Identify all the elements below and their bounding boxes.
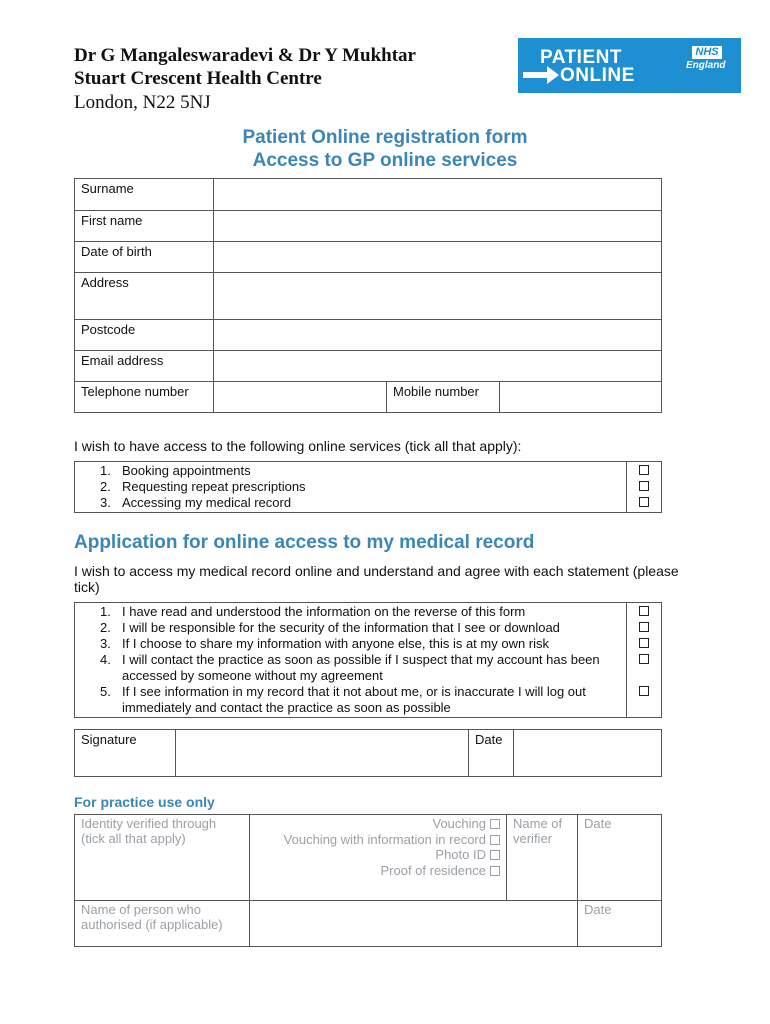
option-photo-id[interactable]: Photo ID [256,847,500,863]
practice-use-heading: For practice use only [74,794,215,810]
statements-list [75,604,626,716]
telephone-field[interactable] [214,382,387,413]
signature-date-field[interactable] [514,730,662,777]
list-item: 2. I will be responsible for the security of the information that I see or download [100,620,560,635]
nhs-badge: NHS [692,46,722,59]
checkbox-icon[interactable] [490,866,500,876]
checkbox-prescriptions[interactable] [639,481,649,491]
signature-label: Signature [75,730,176,777]
mobile-field[interactable] [500,382,662,413]
patient-online-logo [518,38,741,93]
list-item: 2. Requesting repeat prescriptions [100,479,306,494]
email-label: Email address [75,351,214,382]
list-item: 3. If I choose to share my information with anyone else, this is at my own risk [100,636,550,651]
checkbox-statement-3[interactable] [639,638,649,648]
identity-label: Identity verified through (tick all that apply) [75,815,250,901]
checkbox-icon[interactable] [490,850,500,860]
checkbox-medical-record[interactable] [639,497,649,507]
signature-date-label: Date [469,730,514,777]
address-field[interactable] [214,273,662,320]
services-table [74,461,662,513]
practice-use-table [74,814,662,947]
logo-word-patient: PATIENT [540,47,622,68]
authoriser-date-label: Date [578,901,662,947]
postcode-label: Postcode [75,320,214,351]
option-vouching-record[interactable]: Vouching with information in record [256,832,500,848]
checkbox-booking[interactable] [639,465,649,475]
authoriser-label: Name of person who authorised (if applicable) [75,901,250,947]
identity-options [250,815,507,901]
form-title: Patient Online registration form [242,127,528,148]
registration-table [74,178,662,413]
option-proof-of-residence[interactable]: Proof of residence [256,863,500,879]
logo-word-online: ONLINE [560,65,635,86]
first-name-field[interactable] [214,211,662,242]
email-field[interactable] [214,351,662,382]
postcode-field[interactable] [214,320,662,351]
checkbox-statement-1[interactable] [639,606,649,616]
list-item: 1. Booking appointments [100,463,251,478]
date-of-birth-field[interactable] [214,242,662,273]
option-vouching[interactable]: Vouching [256,816,500,832]
list-item: 1. I have read and understood the information on the reverse of this form [100,604,526,619]
signature-table [74,729,662,777]
telephone-label: Telephone number [75,382,214,413]
date-of-birth-label: Date of birth [75,242,214,273]
form-subtitle: Access to GP online services [252,150,518,171]
record-access-heading: Application for online access to my medical record [74,532,535,553]
verifier-label: Name of verifier [507,815,578,901]
authoriser-field[interactable] [250,901,578,947]
services-intro: I wish to have access to the following online services (tick all that apply): [74,438,522,454]
surname-field[interactable] [214,179,662,211]
record-access-intro: I wish to access my medical record online and understand and agree with each statement (please tick) [74,563,679,595]
practice-location: London, N22 5NJ [74,92,211,113]
first-name-label: First name [75,211,214,242]
checkbox-icon[interactable] [490,819,500,829]
mobile-label: Mobile number [387,382,500,413]
checkbox-statement-5[interactable] [639,686,649,696]
practice-name: Dr G Mangaleswaradevi & Dr Y Mukhtar [74,45,416,66]
address-label: Address [75,273,214,320]
checkbox-statement-4[interactable] [639,654,649,664]
nhs-england-text: England [686,60,726,71]
list-item: 3. Accessing my medical record [100,495,292,510]
agreement-table [74,602,662,718]
checkbox-icon[interactable] [490,835,500,845]
list-item: 4. I will contact the practice as soon as possible if I suspect that my account has been accessed by someone without my agreement [100,652,600,683]
list-item: 5. If I see information in my record that it not about me, or is inaccurate I will log out immediately and contact the practice as soon as possible [100,684,586,715]
surname-label: Surname [75,179,214,211]
services-list [75,463,626,511]
health-centre-name: Stuart Crescent Health Centre [74,68,322,89]
verifier-date-label: Date [578,815,662,901]
checkbox-statement-2[interactable] [639,622,649,632]
arrow-icon [521,64,561,86]
signature-field[interactable] [176,730,469,777]
